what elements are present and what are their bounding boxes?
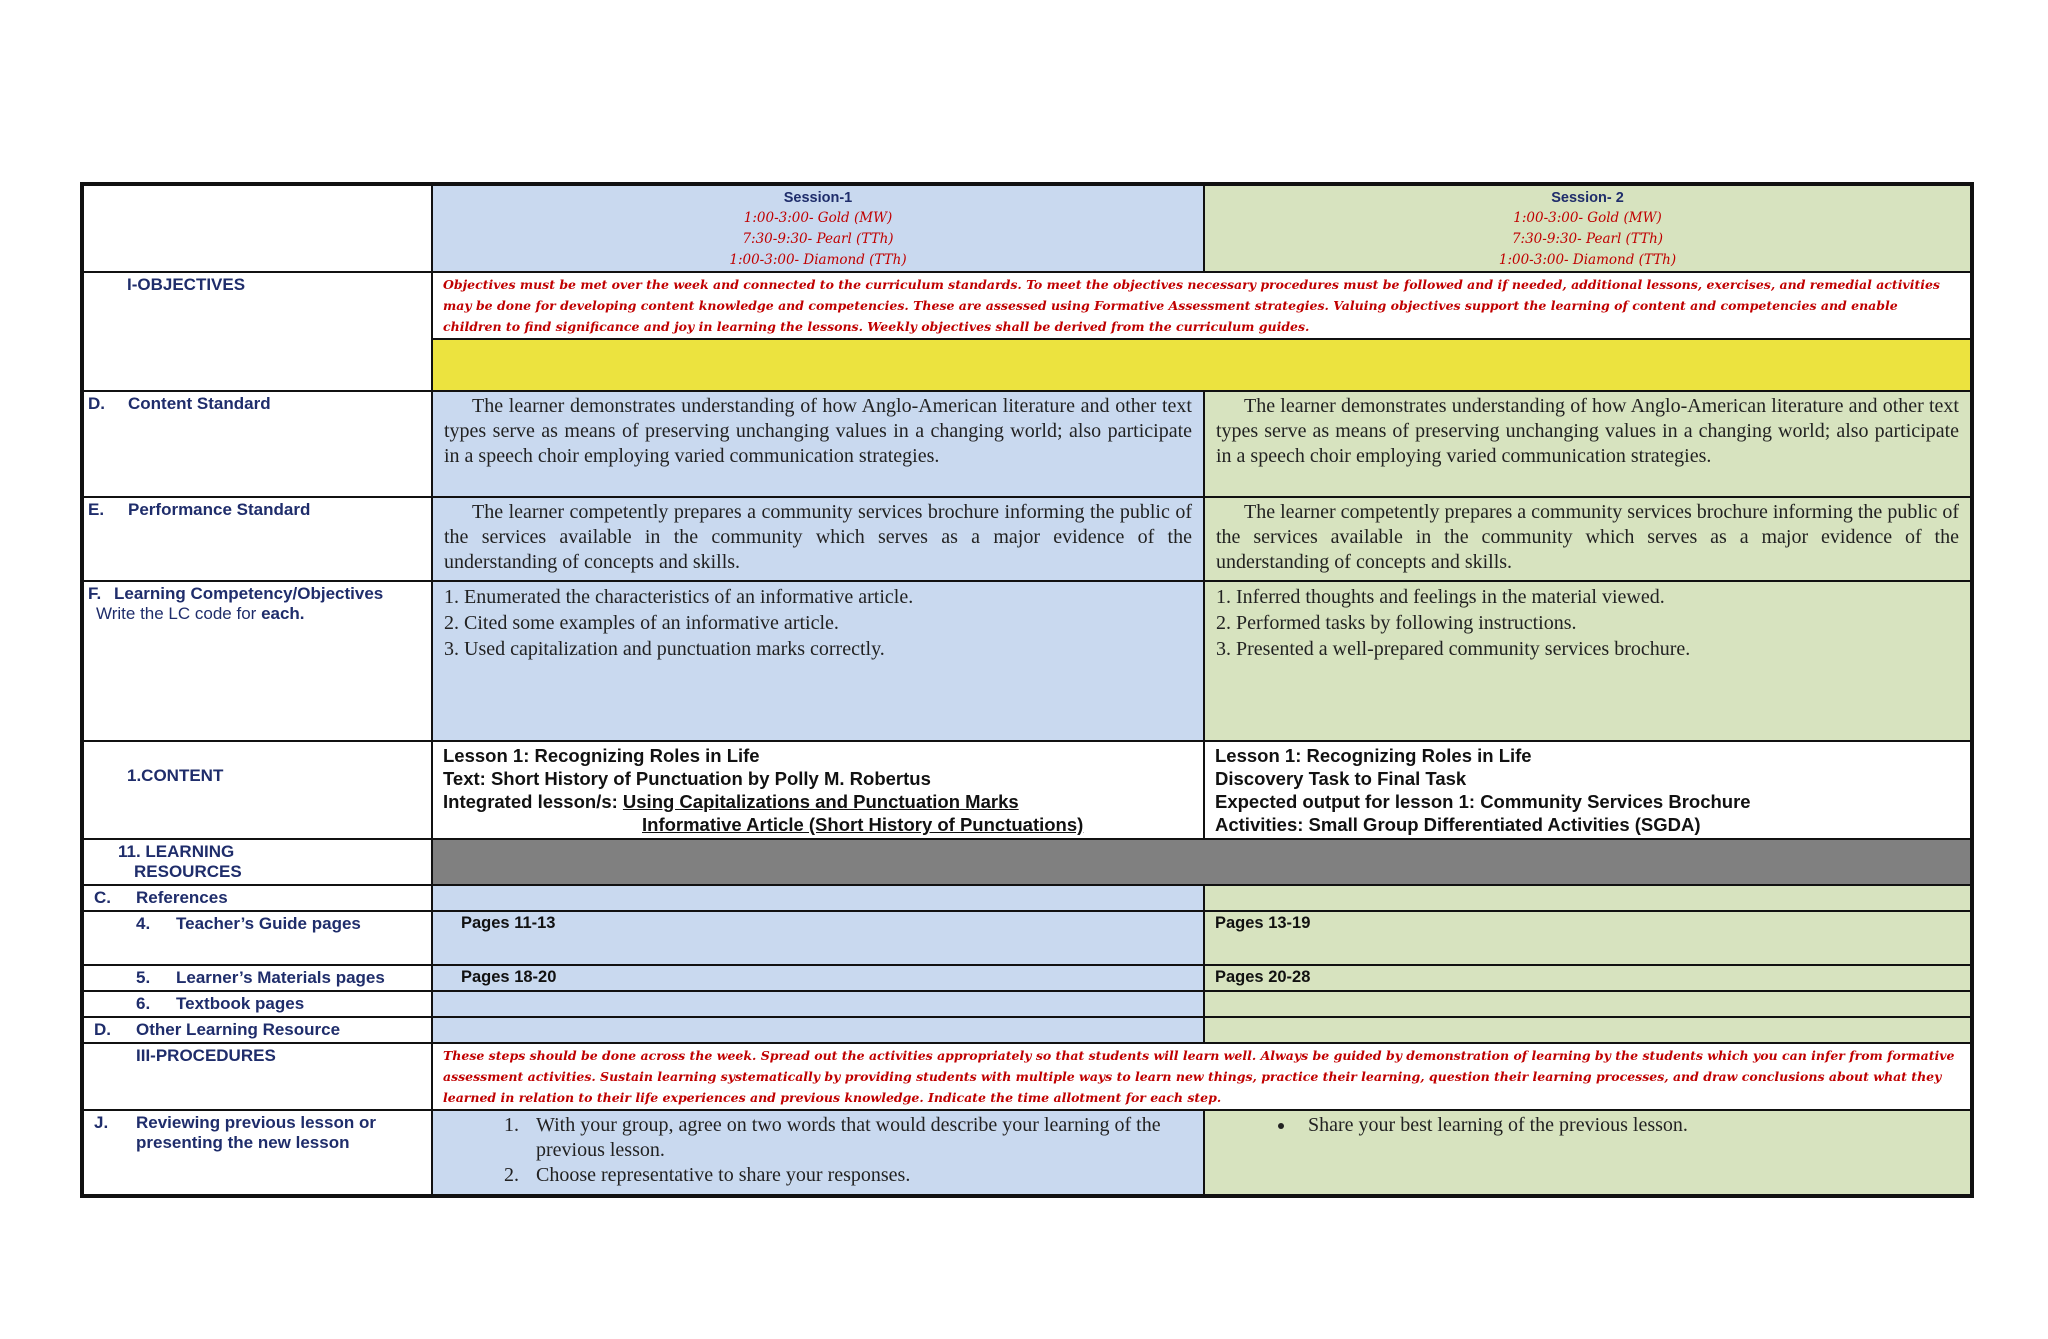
session1-time-2: 7:30-9:30- Pearl (TTh) (742, 231, 894, 247)
content-s1-text: Text: Short History of Punctuation by Polly M. Robertus (443, 768, 931, 789)
performance-standard-label-cell (82, 497, 432, 581)
performance-standard-letter: E. (88, 500, 105, 519)
learning-resources-gray-band (432, 839, 1972, 885)
reviewing-letter: J. (94, 1113, 109, 1132)
content-row (82, 741, 1972, 839)
performance-standard-session2 (1204, 497, 1972, 581)
references-session1 (432, 885, 1204, 911)
content-standard-session1 (432, 391, 1204, 497)
content-s1-integrated-2: Informative Article (Short History of Punctuations) (642, 814, 1084, 835)
learning-resources-row (82, 839, 1972, 885)
teacher-guide-row (82, 911, 1972, 965)
textbook-session1 (432, 991, 1204, 1017)
procedures-label-cell (82, 1043, 432, 1110)
learning-resources-label-2: RESOURCES (134, 862, 242, 881)
content-standard-letter: D. (88, 394, 105, 413)
session1-time-1: 1:00-3:00- Gold (MW) (743, 210, 893, 226)
header-blank-cell (82, 184, 432, 272)
session2-time-3: 1:00-3:00- Diamond (TTh) (1498, 252, 1677, 268)
competency-session2 (1204, 581, 1972, 741)
session1-time-3: 1:00-3:00- Diamond (TTh) (729, 252, 907, 268)
content-label: 1.CONTENT (127, 766, 224, 785)
content-s2-line2: Discovery Task to Final Task (1215, 768, 1467, 789)
procedures-label: III-PROCEDURES (136, 1046, 276, 1065)
objectives-label: I-OBJECTIVES (127, 275, 246, 294)
textbook-session2 (1204, 991, 1972, 1017)
learner-materials-session1: Pages 18-20 (432, 965, 1204, 991)
competency-s2-item: 1. Inferred thoughts and feelings in the material viewed. (1216, 586, 1665, 608)
performance-standard-s1-text: The learner competently prepares a community services brochure informing the public of the services available in the community which serves as a major evidence of the understanding of concepts and skills. (444, 501, 1192, 573)
references-label: References (136, 888, 228, 907)
content-standard-row (82, 391, 1972, 497)
procedures-note: These steps should be done across the week. Spread out the activities appropriately so that students will learn well. Always be guided by demonstration of learning by the students which you can infer from formative assessment activities. Sustain learning systematically by providing students with multiple ways to learn new things, practice their learning, question their learning processes, and draw conclusions about what they learned in relation to their life experiences and previous knowledge. Indicate the time allotment for each step. (432, 1043, 1972, 1110)
reviewing-s1-item: 2. Choose representative to share your responses. (524, 1163, 1192, 1188)
competency-s2-item: 3. Presented a well-prepared community services brochure. (1216, 638, 1691, 660)
textbook-label: Textbook pages (176, 994, 305, 1013)
session2-header (1204, 184, 1972, 272)
textbook-row (82, 991, 1972, 1017)
other-resource-label-cell (82, 1017, 432, 1043)
session-header-row (82, 184, 1972, 272)
content-s2-line4: Activities: Small Group Differentiated Activities (SGDA) (1215, 814, 1701, 835)
references-row (82, 885, 1972, 911)
competency-row (82, 581, 1972, 741)
teacher-guide-session2: Pages 13-19 (1204, 911, 1972, 965)
content-label-cell (82, 741, 432, 839)
content-standard-s2-text: The learner demonstrates understanding of how Anglo-American literature and other text types serve as means of preserving unchanging values in a changing world; also participate in a speech choir employing varied communication strategies. (1216, 395, 1959, 467)
other-resource-row (82, 1017, 1972, 1043)
competency-letter: F. (88, 584, 102, 603)
performance-standard-session1 (432, 497, 1204, 581)
session2-title: Session- 2 (1551, 190, 1624, 206)
textbook-num: 6. (136, 994, 151, 1013)
content-s1-lesson: Lesson 1: Recognizing Roles in Life (443, 745, 760, 766)
learner-materials-label-cell (82, 965, 432, 991)
objectives-label-cell (82, 272, 432, 391)
teacher-guide-label: Teacher’s Guide pages (176, 914, 361, 933)
competency-s1-item: 1. Enumerated the characteristics of an informative article. (444, 586, 914, 608)
performance-standard-s2-text: The learner competently prepares a community services brochure informing the public of the services available in the community which serves as a major evidence of the understanding of concepts and skills. (1216, 501, 1959, 573)
objectives-row (82, 272, 1972, 339)
learner-materials-row (82, 965, 1972, 991)
content-standard-s1-text: The learner demonstrates understanding of how Anglo-American literature and other text types serve as means of preserving unchanging values in a changing world; also participate in a speech choir employing varied communication strategies. (444, 395, 1192, 467)
session2-time-2: 7:30-9:30- Pearl (TTh) (1511, 231, 1664, 247)
content-s2-line3: Expected output for lesson 1: Community Services Brochure (1215, 791, 1751, 812)
learner-materials-label: Learner’s Materials pages (176, 968, 385, 987)
reviewing-label-cell (82, 1110, 432, 1196)
session1-title: Session-1 (783, 190, 853, 206)
other-resource-session2 (1204, 1017, 1972, 1043)
content-s1-integrated-prefix: Integrated lesson/s: (443, 791, 623, 812)
competency-sub-b: each. (261, 604, 305, 623)
learning-resources-label-cell (82, 839, 432, 885)
other-resource-label: Other Learning Resource (136, 1020, 341, 1039)
reviewing-label-1: Reviewing previous lesson or (136, 1113, 376, 1132)
content-s2-lesson: Lesson 1: Recognizing Roles in Life (1215, 745, 1532, 766)
procedures-row (82, 1043, 1972, 1110)
session1-header (432, 184, 1204, 272)
performance-standard-row (82, 497, 1972, 581)
performance-standard-label: Performance Standard (128, 500, 311, 519)
reviewing-s2-item: • Share your best learning of the previous lesson. (1296, 1113, 1959, 1138)
competency-label: Learning Competency/Objectives (114, 584, 384, 603)
references-letter: C. (94, 888, 111, 907)
objectives-note: Objectives must be met over the week and connected to the curriculum standards. To meet the objectives necessary procedures must be followed and if needed, additional lessons, exercises, and remedial activities may be done for developing content knowledge and competencies. These are assessed using Formative Assessment strategies. Valuing objectives support the learning of content and competencies and enable children to find significance and joy in learning the lessons. Weekly objectives shall be derived from the curriculum guides. (432, 272, 1972, 339)
competency-label-cell (82, 581, 432, 741)
reviewing-session2 (1204, 1110, 1972, 1196)
reviewing-row (82, 1110, 1972, 1196)
teacher-guide-num: 4. (136, 914, 151, 933)
competency-s1-item: 3. Used capitalization and punctuation marks correctly. (444, 638, 885, 660)
teacher-guide-session1: Pages 11-13 (432, 911, 1204, 965)
references-label-cell (82, 885, 432, 911)
objectives-yellow-band (432, 339, 1972, 391)
textbook-label-cell (82, 991, 432, 1017)
content-standard-label: Content Standard (128, 394, 271, 413)
learner-materials-num: 5. (136, 968, 151, 987)
other-resource-letter: D. (94, 1020, 111, 1039)
session2-time-1: 1:00-3:00- Gold (MW) (1513, 210, 1662, 226)
learner-materials-session2: Pages 20-28 (1204, 965, 1972, 991)
references-session2 (1204, 885, 1972, 911)
lesson-plan-table (80, 182, 1974, 1198)
content-standard-session2 (1204, 391, 1972, 497)
teacher-guide-label-cell (82, 911, 432, 965)
content-s1-integrated-1: Using Capitalizations and Punctuation Marks (622, 791, 1019, 812)
competency-s1-item: 2. Cited some examples of an informative article. (444, 612, 839, 634)
competency-s2-item: 2. Performed tasks by following instructions. (1216, 612, 1577, 634)
reviewing-session1 (432, 1110, 1204, 1196)
competency-sub-a: Write the LC code for (96, 604, 257, 623)
other-resource-session1 (432, 1017, 1204, 1043)
reviewing-s1-item: 1. With your group, agree on two words that would describe your learning of the previous lesson. (524, 1113, 1192, 1163)
content-session2 (1204, 741, 1972, 839)
competency-session1 (432, 581, 1204, 741)
content-standard-label-cell (82, 391, 432, 497)
content-session1 (432, 741, 1204, 839)
learning-resources-label-1: 11. LEARNING (118, 842, 235, 861)
reviewing-label-2: presenting the new lesson (136, 1133, 350, 1152)
